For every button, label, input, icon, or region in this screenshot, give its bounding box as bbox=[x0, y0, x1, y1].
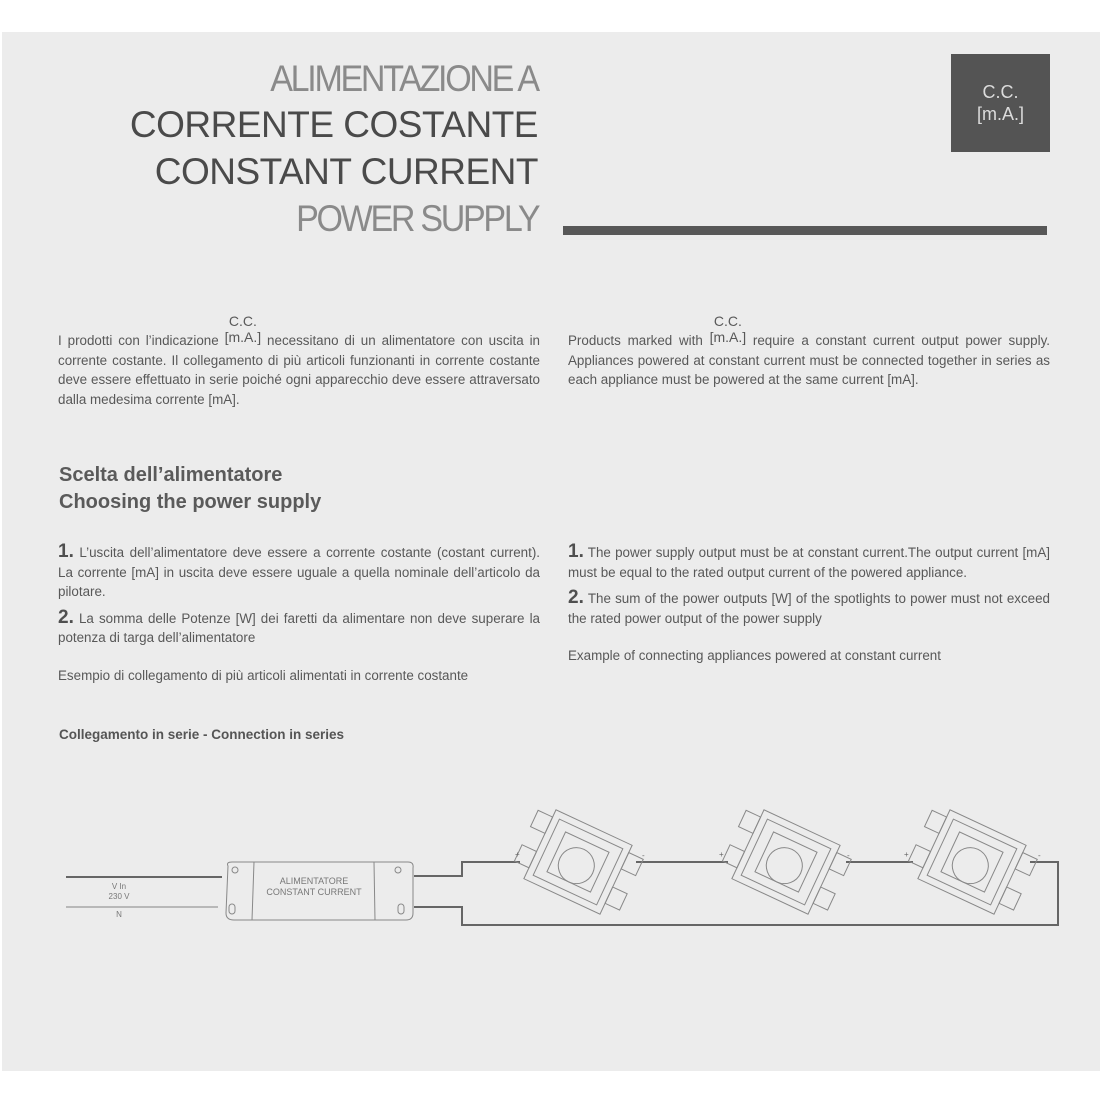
plus-mark: + bbox=[719, 850, 724, 859]
rule-text: L’uscita dell’alimentatore deve essere a corrente costante (costant current). La corrente [mA] in uscita deve essere uguale a quella nominale dell’articolo da pilotare. bbox=[58, 545, 540, 599]
rule-item-1 bbox=[568, 542, 1050, 582]
rule-text: The power supply output must be at constant current.The output current [mA] must be equal to the rated output current of the powered appliance. bbox=[568, 545, 1050, 580]
rule-number: 1. bbox=[58, 541, 74, 562]
vin-label: V In bbox=[111, 882, 127, 891]
minus-mark: - bbox=[642, 851, 645, 860]
rules-list-en bbox=[568, 542, 1050, 672]
rule-item-2 bbox=[58, 608, 540, 648]
title-line-2: CORRENTE COSTANTE bbox=[129, 104, 538, 145]
minus-mark: - bbox=[847, 851, 850, 860]
rule-text: The sum of the power outputs [W] of the spotlights to power must not exceed the rated power output of the power supply bbox=[568, 591, 1050, 626]
cc-ma-badge bbox=[951, 54, 1050, 152]
rule-item-2 bbox=[568, 588, 1050, 628]
cc-mark: C.C. bbox=[228, 313, 257, 329]
rule-text: La somma delle Potenze [W] dei faretti da alimentare non deve superare la potenza di targa dell’alimentatore bbox=[58, 610, 540, 645]
example-text-en: Example of connecting appliances powered at constant current bbox=[568, 648, 941, 663]
rule-number: 1. bbox=[568, 541, 584, 562]
cc-ma-mark bbox=[224, 313, 262, 351]
example-text-it: Esempio di collegamento di più articoli alimentati in corrente costante bbox=[58, 667, 469, 683]
cc-mark: C.C. bbox=[713, 313, 742, 329]
voltage-label: 230 V bbox=[108, 892, 130, 901]
plus-mark: + bbox=[515, 850, 520, 859]
diagram-caption: Collegamento in serie - Connection in series bbox=[59, 727, 345, 742]
badge-line-2: [m.A.] bbox=[976, 104, 1024, 124]
minus-mark: - bbox=[1038, 851, 1041, 860]
ma-mark: [m.A.] bbox=[224, 329, 262, 345]
rule-number: 2. bbox=[568, 587, 584, 608]
driver-label-1: ALIMENTATORE bbox=[279, 876, 349, 886]
intro-it-text-before: I prodotti con l’indicazione bbox=[58, 333, 225, 348]
cc-ma-mark bbox=[709, 313, 747, 351]
title-line-1: ALIMENTAZIONE A bbox=[270, 58, 538, 99]
section-heading-it: Scelta dell’alimentatore bbox=[59, 464, 283, 486]
title-line-3: CONSTANT CURRENT bbox=[154, 151, 538, 192]
neutral-label: N bbox=[116, 910, 122, 919]
intro-paragraph-it bbox=[58, 313, 540, 409]
ma-mark: [m.A.] bbox=[709, 329, 747, 345]
driver-label-2: CONSTANT CURRENT bbox=[266, 887, 362, 897]
rules-list-it bbox=[58, 542, 540, 691]
intro-it-text-after: necessitano di un alimentatore con uscita in corrente costante. Il collegamento di più articoli funzionanti in corrente costante deve essere effettuato in serie poiché ogni apparecchio deve essere attraversato dalla medesima corrente [mA]. bbox=[58, 333, 540, 407]
intro-paragraph-en bbox=[568, 313, 1050, 390]
rule-item-1 bbox=[58, 542, 540, 602]
section-heading-en: Choosing the power supply bbox=[59, 491, 322, 513]
header-rule bbox=[563, 226, 1047, 235]
rule-number: 2. bbox=[58, 606, 74, 628]
plus-mark: + bbox=[904, 850, 909, 859]
title-line-4: POWER SUPPLY bbox=[295, 198, 538, 239]
badge-line-1: C.C. bbox=[982, 82, 1019, 102]
intro-en-text-before: Products marked with bbox=[568, 333, 710, 348]
intro-en-text-after: require a constant current output power supply. Appliances powered at constant current must be connected together in series as each appliance must be powered at the same current [mA]. bbox=[568, 333, 1050, 387]
